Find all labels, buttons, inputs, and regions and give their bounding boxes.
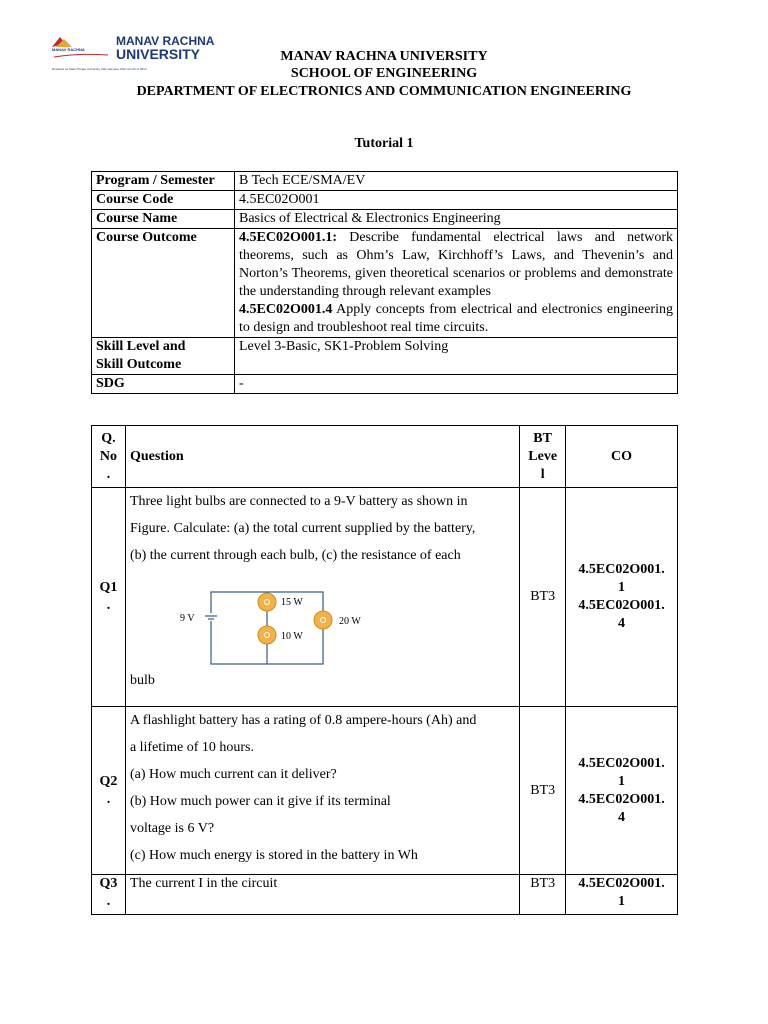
sdg-value: - [235, 375, 678, 394]
skill-value: Level 3-Basic, SK1-Problem Solving [235, 338, 678, 375]
q3-co [566, 875, 678, 915]
header-qno-line1: Q. [101, 430, 116, 446]
department-name: DEPARTMENT OF ELECTRONICS AND COMMUNICATION ENGINEERING [136, 84, 632, 99]
logo-small-text: MANAV RACHNA [52, 47, 85, 52]
q2-number-dot: . [106, 791, 111, 807]
tutorial-title: Tutorial 1 [354, 136, 414, 151]
table-row [92, 172, 678, 191]
table-row [92, 338, 678, 375]
q2-line: voltage is 6 V? [129, 821, 215, 836]
q1-question [125, 488, 519, 707]
q2-co-line: 4.5EC02O001. [578, 791, 665, 807]
header-bt-line1: BT [533, 430, 552, 446]
q2-number [92, 707, 126, 875]
q2-line: (a) How much current can it deliver? [129, 767, 337, 782]
bulb3-label: 20 W [338, 616, 361, 627]
q2-co [566, 707, 678, 875]
questions-table [91, 425, 678, 915]
question-row-q2 [92, 707, 678, 875]
course-code-label: Course Code [92, 191, 235, 210]
header-bt-line3: l [540, 466, 545, 482]
q1-line: Figure. Calculate: (a) the total current supplied by the battery, [129, 521, 476, 536]
sdg-label: SDG [92, 375, 235, 394]
q2-line: A flashlight battery has a rating of 0.8 ampere-hours (Ah) and [129, 713, 477, 728]
q2-co-line: 4.5EC02O001. [578, 755, 665, 771]
q3-question [125, 875, 519, 915]
university-name: MANAV RACHNA UNIVERSITY [280, 49, 488, 64]
table-row [92, 375, 678, 394]
header-bt-line2: Leve [528, 448, 558, 464]
school-name: SCHOOL OF ENGINEERING [290, 66, 478, 81]
outcome1-code: 4.5EC02O001.1: [239, 230, 337, 245]
logo-tagline: Declared as State Private University Vide Haryana UGC Act 26 of 2014 [52, 67, 147, 71]
q2-line: (b) How much power can it give if its terminal [129, 794, 391, 809]
q2-line: (c) How much energy is stored in the battery in Wh [129, 848, 418, 863]
q2-co-line: 4 [618, 809, 626, 825]
q1-number-text: Q1 [99, 580, 118, 595]
outcome1-text: Describe fundamental electrical laws and network theorems, such as Ohm’s Law, Kirchhoff’s Laws, and Thevenin’s and Norton’s Theorems, given theoretical scenarios or problems and demonstrate the understanding through relevant examples [239, 230, 673, 299]
course-outcome-value [235, 229, 678, 338]
table-row [92, 210, 678, 229]
header-question: Question [125, 426, 519, 488]
q3-bt-level: BT3 [520, 875, 566, 915]
table-row [92, 229, 678, 338]
course-name-value: Basics of Electrical & Electronics Engineering [235, 210, 678, 229]
q1-line: (b) the current through each bulb, (c) the resistance of each [129, 548, 461, 563]
course-name-label: Course Name [92, 210, 235, 229]
q1-number [92, 488, 126, 707]
table-row [92, 191, 678, 210]
q2-co-line: 1 [618, 773, 626, 789]
q1-number-dot: . [106, 598, 111, 613]
outcome2-text: Apply concepts from electrical and electronics engineering to design and troubleshoot real time circuits. [239, 302, 673, 335]
battery-label: 9 V [179, 613, 195, 624]
q2-question [125, 707, 519, 875]
q3-line: The current I in the circuit [129, 876, 278, 891]
q3-co-line: 1 [618, 894, 626, 909]
q1-co-line: 4 [618, 616, 626, 631]
q3-co-line: 4.5EC02O001. [578, 876, 665, 891]
q2-line: a lifetime of 10 hours. [129, 740, 254, 755]
header-qno [92, 426, 126, 488]
q1-line: bulb [129, 673, 155, 688]
header-co: CO [566, 426, 678, 488]
q3-number-text: Q3 [99, 876, 118, 891]
logo-name: MANAV RACHNA [116, 34, 215, 48]
program-value: B Tech ECE/SMA/EV [235, 172, 678, 191]
header-qno-line2: No [99, 448, 118, 464]
outcome2-code: 4.5EC02O001.4 [239, 302, 333, 317]
q1-co [566, 488, 678, 707]
q1-co-line: 4.5EC02O001. [578, 562, 665, 577]
course-info-table [91, 171, 678, 394]
skill-label-line1: Skill Level and [96, 339, 186, 354]
skill-label-line2: Skill Outcome [96, 357, 182, 372]
q1-line: Three light bulbs are connected to a 9-V battery as shown in [129, 494, 468, 509]
header-qno-line3: . [106, 466, 111, 482]
q2-bt-level: BT3 [520, 707, 566, 875]
table-header-row [92, 426, 678, 488]
bulb1-label: 15 W [280, 597, 303, 608]
q1-co-line: 1 [618, 580, 626, 595]
q2-number-text: Q2 [99, 773, 118, 789]
q1-circuit-figure [130, 569, 515, 671]
question-row-q1 [92, 488, 678, 707]
q3-number [92, 875, 126, 915]
q1-bt-level: BT3 [520, 488, 566, 707]
q3-number-dot: . [106, 894, 111, 909]
bulb2-label: 10 W [280, 631, 303, 642]
header-bt-level [520, 426, 566, 488]
course-code-value: 4.5EC02O001 [235, 191, 678, 210]
question-row-q3 [92, 875, 678, 915]
logo-university: UNIVERSITY [116, 46, 201, 62]
course-outcome-label: Course Outcome [92, 229, 235, 338]
skill-label [92, 338, 235, 375]
program-label: Program / Semester [92, 172, 235, 191]
q1-co-line: 4.5EC02O001. [578, 598, 665, 613]
